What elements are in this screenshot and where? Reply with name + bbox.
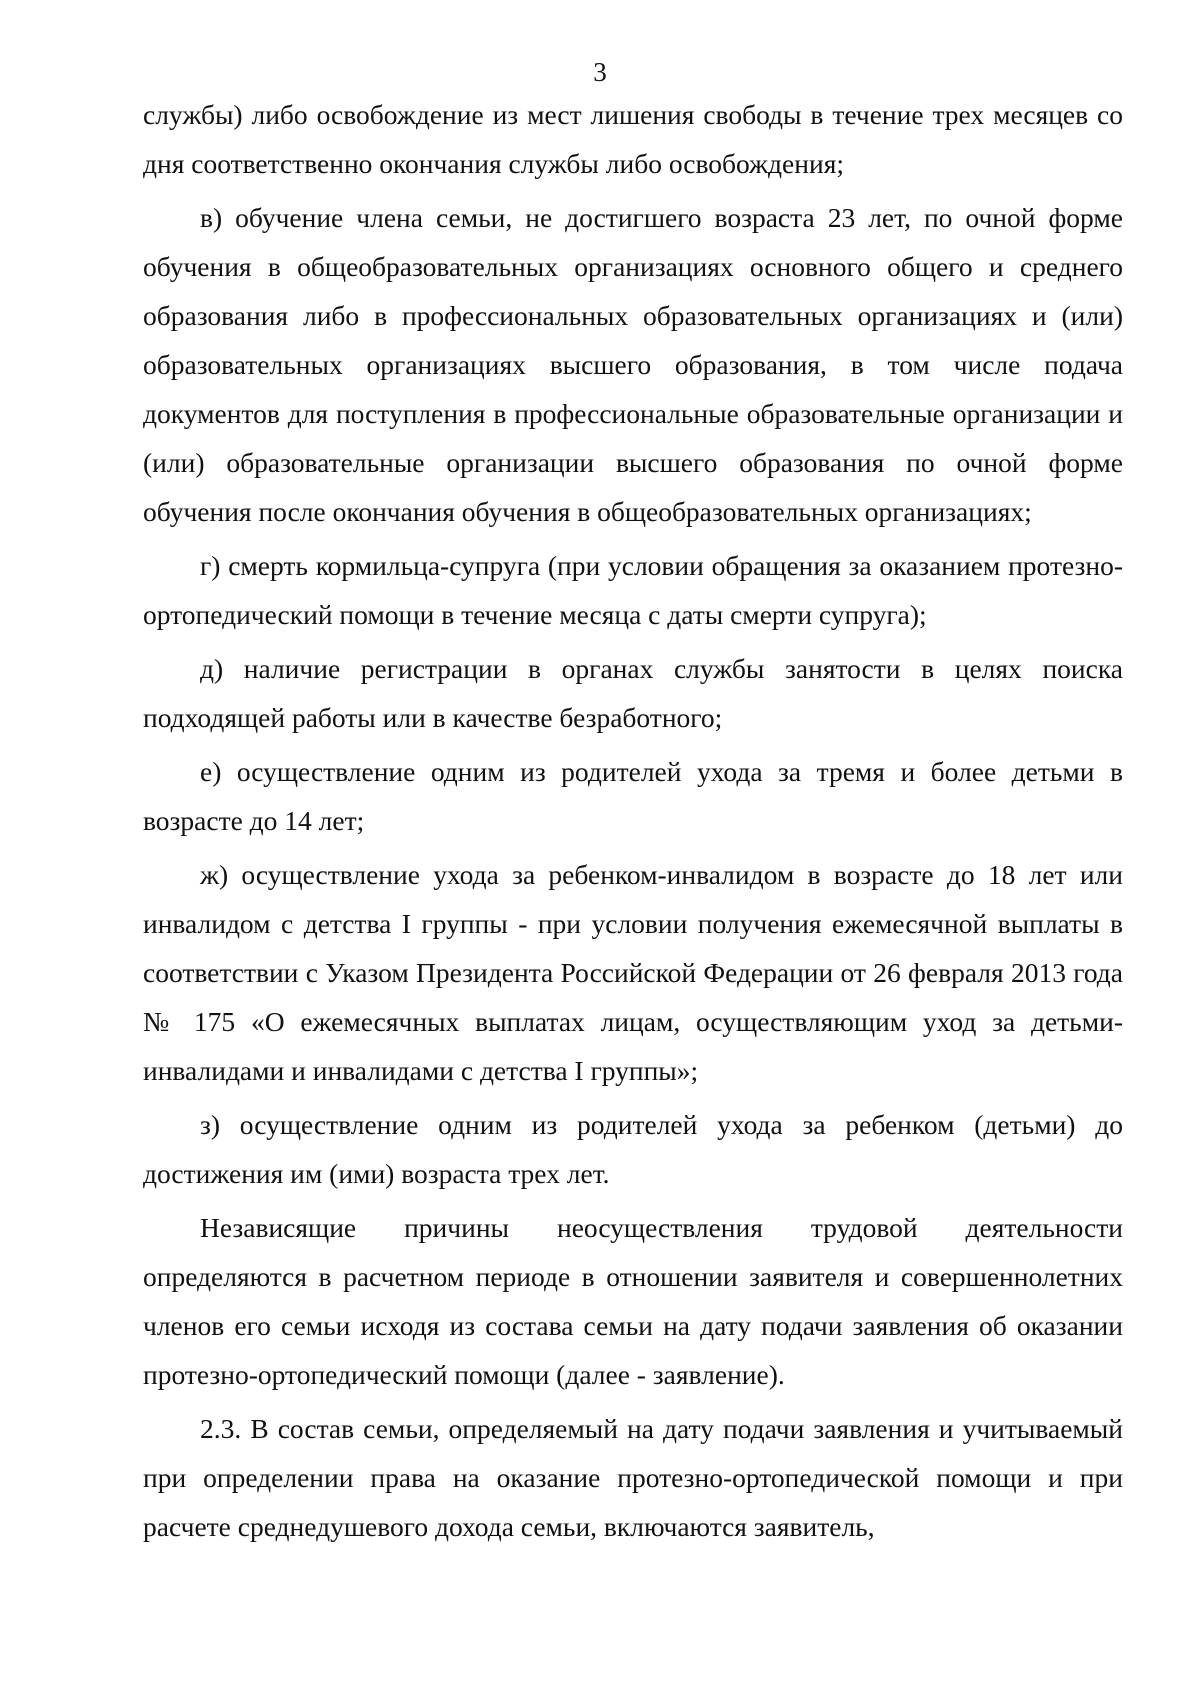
paragraph-item-g: г) смерть кормильца-супруга (при условии обращения за оказанием протезно-ортопедический помощи в течение месяца с даты смерти супруга);: [143, 550, 1123, 630]
paragraph-continuation: службы) либо освобождение из мест лишения свободы в течение трех месяцев со дня соответственно окончания службы либо освобождения;: [143, 99, 1123, 179]
paragraph-item-z: з) осуществление одним из родителей ухода за ребенком (детьми) до достижения им (ими) возраста трех лет.: [143, 1109, 1123, 1189]
paragraph-section-2-3: 2.3. В состав семьи, определяемый на дату подачи заявления и учитываемый при определении права на оказание протезно-ортопедической помощи и при расчете среднедушевого дохода семьи, включаются заявитель,: [143, 1413, 1123, 1542]
paragraph-independent-reasons: Независящие причины неосуществления трудовой деятельности определяются в расчетном периоде в отношении заявителя и совершеннолетних членов его семьи исходя из состава семьи на дату подачи заявления об оказании протезно-ортопедический помощи (далее - заявление).: [143, 1212, 1123, 1390]
paragraph-item-e: е) осуществление одним из родителей ухода за тремя и более детьми в возрасте до 14 лет;: [143, 756, 1123, 836]
document-body: [143, 90, 1123, 1551]
page-number: 3: [593, 57, 607, 87]
paragraph-item-zh: ж) осуществление ухода за ребенком-инвалидом в возрасте до 18 лет или инвалидом с детства I группы - при условии получения ежемесячной выплаты в соответствии с Указом Президента Российской Федерации от 26 февраля 2013 года № 175 «О ежемесячных выплатах лицам, осуществляющим уход за детьми-инвалидами и инвалидами с детства I группы»;: [143, 859, 1123, 1086]
paragraph-item-d: д) наличие регистрации в органах службы занятости в целях поиска подходящей работы или в качестве безработного;: [143, 653, 1123, 733]
paragraph-item-v: в) обучение члена семьи, не достигшего возраста 23 лет, по очной форме обучения в общеобразовательных организациях основного общего и среднего образования либо в профессиональных образовательных организациях и (или) образовательных организациях высшего образования, в том числе подача документов для поступления в профессиональные образовательные организации и (или) образовательные организации высшего образования по очной форме обучения после окончания обучения в общеобразовательных организациях;: [143, 202, 1123, 527]
